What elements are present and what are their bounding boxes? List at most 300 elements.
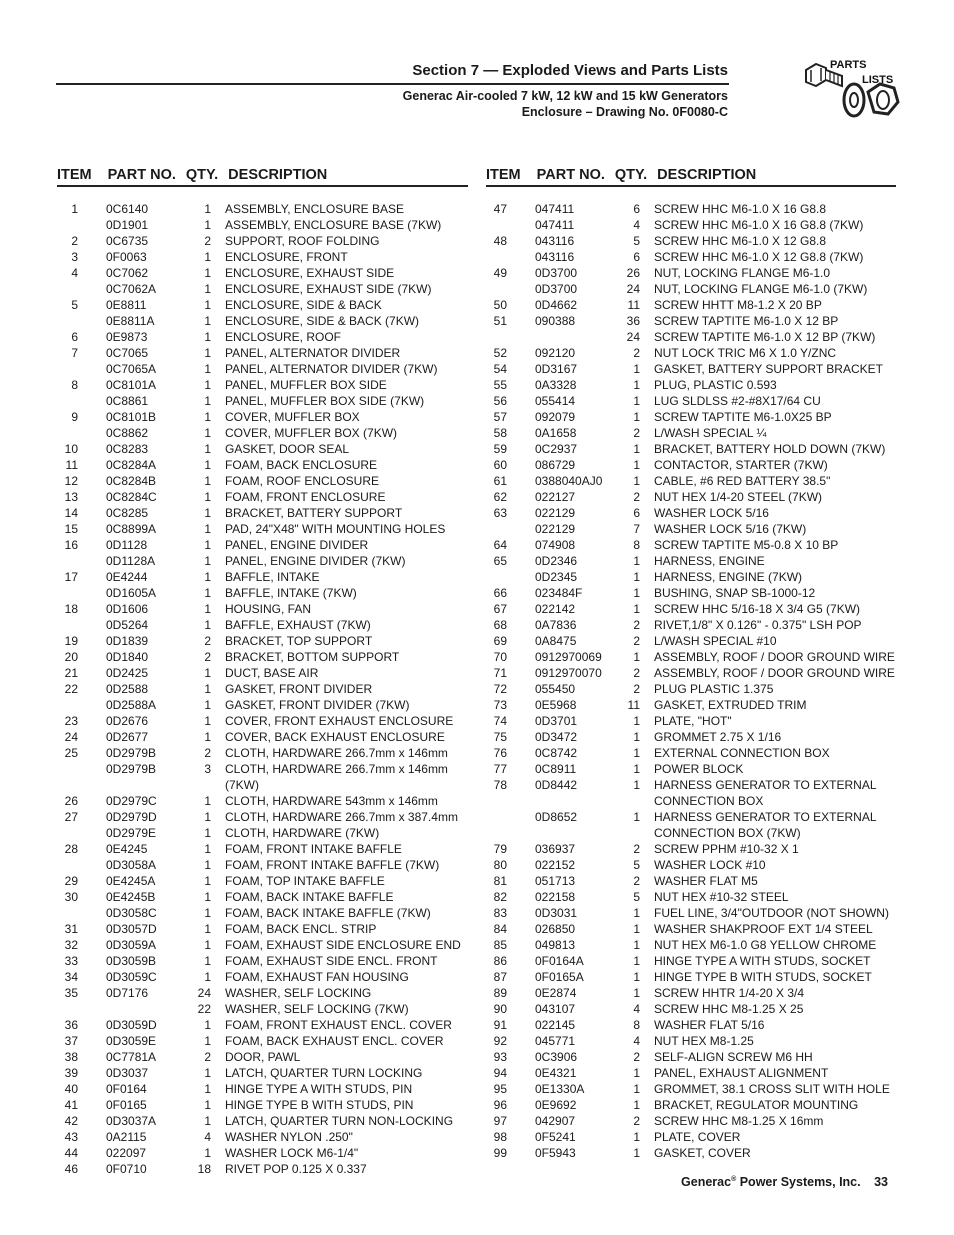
description: PLATE, "HOT" xyxy=(654,714,732,728)
parts-row xyxy=(56,825,466,841)
part-number: 0C8284A xyxy=(106,458,157,472)
item-number: 89 xyxy=(493,986,507,1000)
quantity: 1 xyxy=(633,1066,640,1080)
section-title: Section 7 — Exploded Views and Parts Lists xyxy=(412,62,728,79)
parts-row xyxy=(485,905,895,921)
part-number: 022152 xyxy=(535,858,576,872)
item-number: 1 xyxy=(71,202,78,216)
parts-row xyxy=(485,1017,895,1033)
part-number: 022097 xyxy=(106,1146,147,1160)
quantity: 1 xyxy=(204,474,211,488)
part-number: 022129 xyxy=(535,522,576,536)
quantity: 1 xyxy=(204,970,211,984)
part-number: 043116 xyxy=(535,250,575,264)
item-number: 60 xyxy=(493,458,507,472)
part-number: 0D7176 xyxy=(106,986,149,1000)
part-number: 086729 xyxy=(535,458,576,472)
parts-row xyxy=(485,889,895,905)
quantity: 5 xyxy=(633,858,640,872)
quantity: 2 xyxy=(204,746,211,760)
part-number: 0D3037 xyxy=(106,1066,149,1080)
part-number: 0C6735 xyxy=(106,234,149,248)
quantity: 1 xyxy=(633,378,640,392)
parts-row xyxy=(56,633,466,649)
part-number: 090388 xyxy=(535,314,576,328)
part-number: 0C8742 xyxy=(535,746,578,760)
description: HINGE TYPE A WITH STUDS, SOCKET xyxy=(654,954,871,968)
parts-row xyxy=(485,473,895,489)
part-number: 0D2979D xyxy=(106,810,157,824)
description: HINGE TYPE B WITH STUDS, PIN xyxy=(225,1098,414,1112)
quantity: 1 xyxy=(204,714,211,728)
description: SCREW TAPTITE M5-0.8 X 10 BP xyxy=(654,538,839,552)
description: ENCLOSURE, SIDE & BACK xyxy=(225,298,382,312)
item-number: 47 xyxy=(493,202,507,216)
item-number: 40 xyxy=(64,1082,78,1096)
description: WASHER NYLON .250" xyxy=(225,1130,353,1144)
description: GASKET, COVER xyxy=(654,1146,751,1160)
description: EXTERNAL CONNECTION BOX xyxy=(654,746,830,760)
description: GROMMET 2.75 X 1/16 xyxy=(654,730,782,744)
quantity: 1 xyxy=(633,810,640,824)
part-number: 0D3059B xyxy=(106,954,157,968)
parts-row xyxy=(485,361,895,377)
description: COVER, MUFFLER BOX xyxy=(225,410,360,424)
parts-list-right xyxy=(485,201,895,1161)
quantity: 1 xyxy=(633,554,640,568)
part-number: 0912970070 xyxy=(535,666,602,680)
col-item: ITEM xyxy=(486,167,521,183)
description: FOAM, EXHAUST SIDE ENCLOSURE END xyxy=(225,938,461,952)
parts-row xyxy=(56,361,466,377)
quantity: 1 xyxy=(204,1082,211,1096)
description: SELF-ALIGN SCREW M6 HH xyxy=(654,1050,813,1064)
item-number: 86 xyxy=(493,954,507,968)
item-number: 71 xyxy=(493,666,507,680)
item-number: 2 xyxy=(71,234,78,248)
parts-row xyxy=(56,937,466,953)
item-number: 11 xyxy=(65,458,78,472)
quantity: 1 xyxy=(633,410,640,424)
quantity: 1 xyxy=(204,218,211,232)
item-number: 7 xyxy=(71,346,78,360)
quantity: 1 xyxy=(204,826,211,840)
parts-row xyxy=(56,393,466,409)
part-number: 0D2676 xyxy=(106,714,149,728)
parts-row xyxy=(56,345,466,361)
part-number: 0D5264 xyxy=(106,618,149,632)
part-number: 0E4321 xyxy=(535,1066,577,1080)
parts-row xyxy=(56,777,466,793)
description: CONTACTOR, STARTER (7KW) xyxy=(654,458,828,472)
quantity: 1 xyxy=(204,490,211,504)
col-qty: QTY. xyxy=(614,167,648,183)
description: PANEL, MUFFLER BOX SIDE (7KW) xyxy=(225,394,425,408)
description: PANEL, ALTERNATOR DIVIDER (7KW) xyxy=(225,362,438,376)
item-number: 24 xyxy=(64,730,78,744)
part-number: 0C8283 xyxy=(106,442,149,456)
part-number: 0E1330A xyxy=(535,1082,585,1096)
quantity: 1 xyxy=(633,586,640,600)
description: SCREW HHC M6-1.0 X 12 G8.8 xyxy=(654,234,827,248)
parts-row xyxy=(485,697,895,713)
description: GROMMET, 38.1 CROSS SLIT WITH HOLE xyxy=(654,1082,890,1096)
quantity: 1 xyxy=(633,762,640,776)
part-number: 051713 xyxy=(535,874,576,888)
parts-row xyxy=(485,809,895,825)
part-number: 0E5968 xyxy=(535,698,577,712)
part-number: 0E9692 xyxy=(535,1098,577,1112)
item-number: 85 xyxy=(493,938,507,952)
item-number: 30 xyxy=(64,890,78,904)
item-number: 48 xyxy=(493,234,507,248)
item-number: 56 xyxy=(493,394,507,408)
part-number: 0D3700 xyxy=(535,282,578,296)
part-number: 0E2874 xyxy=(535,986,577,1000)
quantity: 1 xyxy=(204,874,211,888)
description: FOAM, EXHAUST FAN HOUSING xyxy=(225,970,409,984)
subtitle-models: Generac Air-cooled 7 kW, 12 kW and 15 kW Generators xyxy=(402,89,728,103)
quantity: 4 xyxy=(633,218,640,232)
part-number: 0F0164A xyxy=(535,954,584,968)
item-number: 12 xyxy=(64,474,78,488)
part-number: 0D3031 xyxy=(535,906,578,920)
part-number: 074908 xyxy=(535,538,576,552)
item-number: 43 xyxy=(64,1130,78,1144)
part-number: 0D3058C xyxy=(106,906,157,920)
part-number: 0D3700 xyxy=(535,266,578,280)
parts-row xyxy=(485,649,895,665)
part-number: 022142 xyxy=(535,602,576,616)
description: NUT HEX M6-1.0 G8 YELLOW CHROME xyxy=(654,938,877,952)
description: WASHER, SELF LOCKING xyxy=(225,986,372,1000)
item-number: 52 xyxy=(493,346,507,360)
quantity: 1 xyxy=(633,954,640,968)
quantity: 2 xyxy=(633,618,640,632)
parts-row xyxy=(485,569,895,585)
part-number: 0C8899A xyxy=(106,522,157,536)
item-number: 15 xyxy=(64,522,78,536)
parts-row xyxy=(485,1129,895,1145)
parts-row xyxy=(56,569,466,585)
quantity: 24 xyxy=(626,282,640,296)
description: RIVET,1/8" X 0.126" - 0.375" LSH POP xyxy=(654,618,862,632)
item-number: 93 xyxy=(493,1050,507,1064)
item-number: 83 xyxy=(493,906,507,920)
description: WASHER LOCK 5/16 xyxy=(654,506,769,520)
part-number: 0A2115 xyxy=(106,1130,147,1144)
item-number: 78 xyxy=(493,778,507,792)
part-number: 0C8101B xyxy=(106,410,157,424)
description: FOAM, BACK ENCLOSURE xyxy=(225,458,378,472)
part-number: 0F0710 xyxy=(106,1162,147,1176)
part-number: 0A1658 xyxy=(535,426,577,440)
parts-row xyxy=(56,409,466,425)
item-number: 91 xyxy=(493,1018,507,1032)
description: SCREW HHC M8-1.25 X 16mm xyxy=(654,1114,824,1128)
item-number: 14 xyxy=(64,506,78,520)
description: FOAM, FRONT ENCLOSURE xyxy=(225,490,386,504)
page-number: 33 xyxy=(874,1175,888,1189)
parts-row xyxy=(56,1113,466,1129)
description: CLOTH, HARDWARE 266.7mm x 146mm xyxy=(225,762,448,776)
part-number: 022127 xyxy=(535,490,576,504)
description: NUT, LOCKING FLANGE M6-1.0 (7KW) xyxy=(654,282,868,296)
part-number: 0A3328 xyxy=(535,378,577,392)
part-number: 0C3906 xyxy=(535,1050,578,1064)
quantity: 1 xyxy=(204,202,211,216)
parts-row xyxy=(56,1129,466,1145)
quantity: 1 xyxy=(204,810,211,824)
quantity: 1 xyxy=(633,970,640,984)
description: WASHER LOCK 5/16 (7KW) xyxy=(654,522,807,536)
quantity: 1 xyxy=(204,250,211,264)
description: NUT, LOCKING FLANGE M6-1.0 xyxy=(654,266,831,280)
quantity: 36 xyxy=(626,314,640,328)
parts-row xyxy=(56,729,466,745)
quantity: 1 xyxy=(633,394,640,408)
item-number: 92 xyxy=(493,1034,507,1048)
item-number: 84 xyxy=(493,922,507,936)
part-number: 0E4244 xyxy=(106,570,148,584)
item-number: 16 xyxy=(64,538,78,552)
description: FOAM, FRONT INTAKE BAFFLE xyxy=(225,842,402,856)
parts-row xyxy=(485,553,895,569)
quantity: 1 xyxy=(204,1098,211,1112)
quantity: 4 xyxy=(204,1130,211,1144)
description: BRACKET, TOP SUPPORT xyxy=(225,634,373,648)
quantity: 24 xyxy=(626,330,640,344)
parts-row xyxy=(56,1161,466,1177)
quantity: 1 xyxy=(633,474,640,488)
quantity: 1 xyxy=(204,554,211,568)
item-number: 55 xyxy=(493,378,507,392)
quantity: 1 xyxy=(204,842,211,856)
parts-row xyxy=(485,713,895,729)
item-number: 90 xyxy=(493,1002,507,1016)
quantity: 2 xyxy=(633,666,640,680)
parts-row xyxy=(485,1145,895,1161)
parts-row xyxy=(56,297,466,313)
quantity: 1 xyxy=(204,1146,211,1160)
item-number: 10 xyxy=(64,442,78,456)
part-number: 0D3037A xyxy=(106,1114,157,1128)
parts-row xyxy=(485,921,895,937)
parts-row xyxy=(485,857,895,873)
description: PAD, 24"X48" WITH MOUNTING HOLES xyxy=(225,522,446,536)
part-number: 0C7065A xyxy=(106,362,157,376)
parts-row xyxy=(56,217,466,233)
part-number: 0C6140 xyxy=(106,202,149,216)
parts-row xyxy=(56,537,466,553)
description: GASKET, FRONT DIVIDER xyxy=(225,682,373,696)
col-part-no: PART NO. xyxy=(107,167,176,183)
quantity: 11 xyxy=(627,298,640,312)
part-number: 0D2979C xyxy=(106,794,157,808)
item-number: 26 xyxy=(64,794,78,808)
parts-row xyxy=(56,585,466,601)
description: NUT LOCK TRIC M6 X 1.0 Y/ZNC xyxy=(654,346,837,360)
quantity: 2 xyxy=(633,426,640,440)
description: WASHER FLAT M5 xyxy=(654,874,758,888)
description: CABLE, #6 RED BATTERY 38.5" xyxy=(654,474,831,488)
item-number: 81 xyxy=(493,874,507,888)
part-number: 092079 xyxy=(535,410,576,424)
parts-row xyxy=(56,969,466,985)
parts-row xyxy=(485,217,895,233)
item-number: 63 xyxy=(493,506,507,520)
item-number: 73 xyxy=(493,698,507,712)
description: POWER BLOCK xyxy=(654,762,744,776)
part-number: 0E8811 xyxy=(106,298,147,312)
part-number: 0912970069 xyxy=(535,650,602,664)
parts-row xyxy=(485,937,895,953)
item-number: 75 xyxy=(493,730,507,744)
quantity: 1 xyxy=(204,522,211,536)
parts-row xyxy=(56,473,466,489)
part-number: 0F5943 xyxy=(535,1146,576,1160)
registered-mark: ® xyxy=(731,1175,737,1183)
parts-row xyxy=(56,457,466,473)
part-number: 0D1839 xyxy=(106,634,149,648)
parts-row xyxy=(485,489,895,505)
description: GASKET, BATTERY SUPPORT BRACKET xyxy=(654,362,883,376)
part-number: 0F0164 xyxy=(106,1082,147,1096)
parts-row xyxy=(485,441,895,457)
description: (7KW) xyxy=(225,778,259,792)
quantity: 1 xyxy=(204,410,211,424)
part-number: 0D2345 xyxy=(535,570,578,584)
part-number: 023484F xyxy=(535,586,583,600)
description: HARNESS GENERATOR TO EXTERNAL xyxy=(654,778,877,792)
item-number: 6 xyxy=(71,330,78,344)
parts-row xyxy=(485,969,895,985)
part-number: 0F0165A xyxy=(535,970,584,984)
part-number: 0E4245B xyxy=(106,890,156,904)
part-number: 047411 xyxy=(535,218,575,232)
quantity: 1 xyxy=(633,922,640,936)
column-header-right xyxy=(486,167,896,187)
quantity: 3 xyxy=(204,762,211,776)
parts-row xyxy=(485,313,895,329)
col-description: DESCRIPTION xyxy=(657,167,757,183)
parts-row xyxy=(56,761,466,777)
parts-row xyxy=(485,1001,895,1017)
description: PANEL, EXHAUST ALIGNMENT xyxy=(654,1066,829,1080)
part-number: 0D8442 xyxy=(535,778,578,792)
description: HOUSING, FAN xyxy=(225,602,312,616)
parts-row xyxy=(485,1033,895,1049)
description: SCREW HHTR 1/4-20 X 3/4 xyxy=(654,986,805,1000)
parts-row xyxy=(56,265,466,281)
part-number: 043107 xyxy=(535,1002,576,1016)
description: WASHER SHAKPROOF EXT 1/4 STEEL xyxy=(654,922,873,936)
part-number: 0D3059C xyxy=(106,970,157,984)
description: CLOTH, HARDWARE 543mm x 146mm xyxy=(225,794,438,808)
part-number: 0D3472 xyxy=(535,730,578,744)
parts-row xyxy=(56,681,466,697)
part-number: 055450 xyxy=(535,682,576,696)
col-qty: QTY. xyxy=(185,167,219,183)
parts-row xyxy=(485,1097,895,1113)
quantity: 1 xyxy=(204,282,211,296)
quantity: 1 xyxy=(633,906,640,920)
quantity: 1 xyxy=(204,666,211,680)
parts-row xyxy=(56,953,466,969)
quantity: 1 xyxy=(204,570,211,584)
part-number: 0D2346 xyxy=(535,554,578,568)
quantity: 24 xyxy=(197,986,211,1000)
description: WASHER FLAT 5/16 xyxy=(654,1018,765,1032)
quantity: 1 xyxy=(204,682,211,696)
part-number: 0A8475 xyxy=(535,634,577,648)
parts-row xyxy=(485,409,895,425)
description: FUEL LINE, 3/4"OUTDOOR (NOT SHOWN) xyxy=(654,906,889,920)
quantity: 1 xyxy=(204,266,211,280)
parts-row xyxy=(56,809,466,825)
parts-row xyxy=(56,601,466,617)
description: ENCLOSURE, ROOF xyxy=(225,330,342,344)
parts-row xyxy=(485,297,895,313)
quantity: 2 xyxy=(633,634,640,648)
part-number: 0D1901 xyxy=(106,218,149,232)
quantity: 1 xyxy=(204,362,211,376)
parts-row xyxy=(56,905,466,921)
part-number: 045771 xyxy=(535,1034,576,1048)
quantity: 1 xyxy=(204,730,211,744)
quantity: 1 xyxy=(204,602,211,616)
description: SCREW HHC M6-1.0 X 12 G8.8 (7KW) xyxy=(654,250,864,264)
part-number: 0F0063 xyxy=(106,250,147,264)
description: PLUG PLASTIC 1.375 xyxy=(654,682,774,696)
quantity: 2 xyxy=(633,490,640,504)
col-description: DESCRIPTION xyxy=(228,167,328,183)
footer-company: Generac xyxy=(681,1175,732,1189)
quantity: 1 xyxy=(633,1146,640,1160)
part-number: 0D1128A xyxy=(106,554,156,568)
part-number: 0D3059E xyxy=(106,1034,157,1048)
description: CLOTH, HARDWARE 266.7mm x 387.4mm xyxy=(225,810,458,824)
parts-row xyxy=(56,921,466,937)
quantity: 1 xyxy=(633,730,640,744)
part-number: 0C8285 xyxy=(106,506,149,520)
quantity: 1 xyxy=(633,746,640,760)
part-number: 0D1606 xyxy=(106,602,149,616)
part-number: 043116 xyxy=(535,234,575,248)
item-number: 54 xyxy=(493,362,507,376)
item-number: 79 xyxy=(493,842,507,856)
description: BUSHING, SNAP SB-1000-12 xyxy=(654,586,816,600)
parts-row xyxy=(56,425,466,441)
description: NUT HEX M8-1.25 xyxy=(654,1034,754,1048)
parts-row xyxy=(56,201,466,217)
description: HARNESS, ENGINE (7KW) xyxy=(654,570,803,584)
description: CONNECTION BOX xyxy=(654,794,764,808)
item-number: 67 xyxy=(493,602,507,616)
quantity: 1 xyxy=(633,778,640,792)
description: CLOTH, HARDWARE 266.7mm x 146mm xyxy=(225,746,448,760)
parts-row xyxy=(485,825,895,841)
parts-row xyxy=(56,1097,466,1113)
parts-row xyxy=(485,985,895,1001)
quantity: 1 xyxy=(204,890,211,904)
description: WASHER LOCK #10 xyxy=(654,858,766,872)
description: FOAM, EXHAUST SIDE ENCL. FRONT xyxy=(225,954,438,968)
description: PANEL, ENGINE DIVIDER xyxy=(225,538,369,552)
item-number: 27 xyxy=(64,810,78,824)
part-number: 0C8861 xyxy=(106,394,149,408)
col-item: ITEM xyxy=(57,167,92,183)
